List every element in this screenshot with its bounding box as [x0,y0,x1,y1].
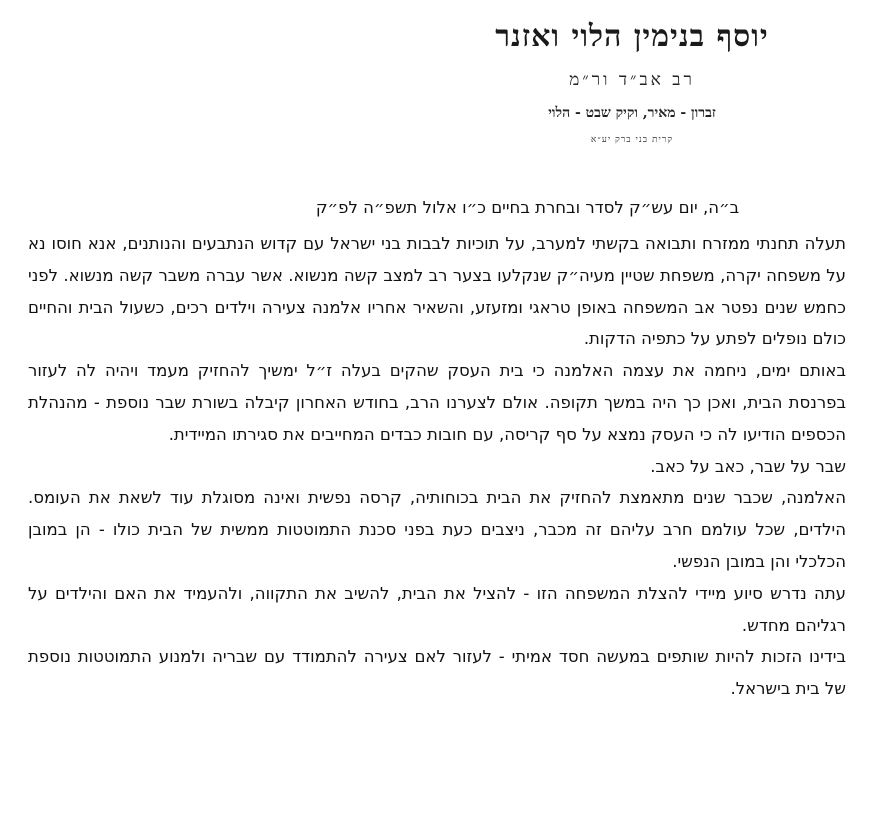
letter-body [28,228,846,705]
letterhead [422,18,842,146]
letterhead-name: יוסף בנימין הלוי ואזנר [495,19,769,54]
letter-paragraph: שבר על שבר, כאב על כאב. [650,456,846,476]
letterhead-memorial: זברון - מאיר, וקיק שבט - הלוי [548,105,716,121]
letterhead-title: רב אב״ד ור״מ [569,70,695,90]
letter-paragraph: האלמנה, שכבר שנים מתאמצת להחזיק את הבית בכוחותיה, קרסה נפשית ואינה מסוגלת עוד לשאת את העומס. הילדים, שכל עולמם חרב עליהם זה מכבר, ניצבים כעת בפני סכנת התמוטטות ממשית של הבית כולו - הן במובן הכלכלי והן במובן הנפשי. [28,488,846,571]
letter-paragraph: באותם ימים, ניחמה את עצמה האלמנה כי בית העסק שהקים בעלה ז״ל ימשיך להחזיק מעמד ויהיה לה לעזור בפרנסת הבית, ואכן כך היה במשך תקופה. אולם לצערנו הרב, בחודש האחרון קיבלה בשורת שבר נוספת - מהנהלת הכספים הודיעו לה כי העסק נמצא על סף קריסה, עם חובות כבדים המחייבים את סגירתו המיידית. [28,361,846,444]
letter-date-line: ב״ה, יום עש״ק לסדר ובחרת בחיים כ״ו אלול תשפ״ה לפ״ק [315,198,740,217]
letterhead-address: קרית בני ברק יע״א [590,135,674,145]
letter-paragraph: בידינו הזכות להיות שותפים במעשה חסד אמיתי - לעזור לאם צעירה להתמודד עם שבריה ולמנוע התמוטטות נוספת של בית בישראל. [28,647,846,699]
letter-paragraph: תעלה תחנתי ממזרח ותבואה בקשתי למערב, על תוכיות לבבות בני ישראל עם קדוש הנתבעים והנותנים, אנא חוסו נא על משפחה יקרה, משפחת שטיין מעיה״ק שנקלעו בצער רב למצב קשה מנשוא. אשר עברה משבר קשה מנשוא. לפני כחמש שנים נפטר אב המשפחה באופן טראגי ומזעזע, והשאיר אחריו אלמנה צעירה וילדים רכים, כשעול הבית והחיים כולם נופלים לפתע על כתפיה הדקות. [28,234,846,349]
letter-paragraph: עתה נדרש סיוע מיידי להצלת המשפחה הזו - להציל את הבית, להשיב את התקווה, ולהעמיד את האם והילדים על רגליהם מחדש. [28,583,846,635]
